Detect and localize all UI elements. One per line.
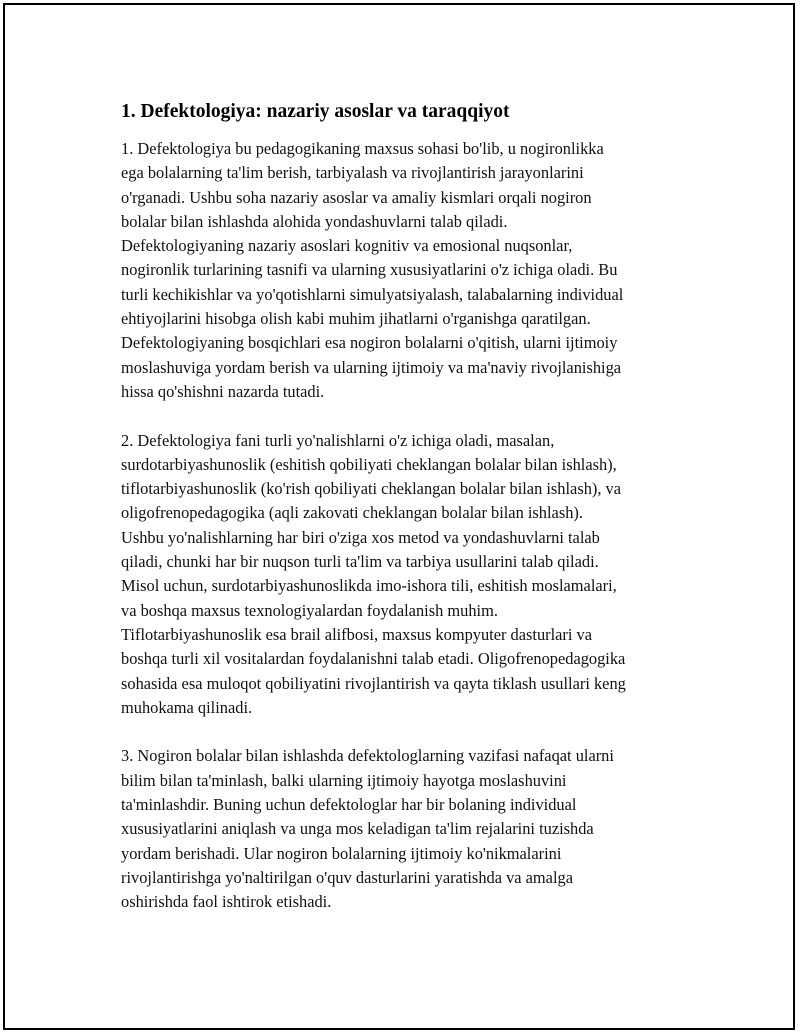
paragraph-3: 3. Nogiron bolalar bilan ishlashda defektologlarning vazifasi nafaqat ularni bilim bilan ta'minlash, balki ularning ijtimoiy hayotga moslashuvini ta'minlashdir. Buning uchun defektologlar har bir bolaning individual xususiyatlarini aniqlash va unga mos keladigan ta'lim rejalarini tuzishda yordam berishadi. Ular nogiron bolalarning ijtimoiy ko'nikmalarini rivojlantirishga yo'naltirilgan o'quv dasturlarini yaratishda va amalga oshirishda faol ishtirok etishadi.: [121, 746, 614, 912]
paragraph-1: 1. Defektologiya bu pedagogikaning maxsus sohasi bo'lib, u nogironlikka ega bolalarning ta'lim berish, tarbiyalash va rivojlantirish jarayonlarini o'rganadi. Ushbu soha nazariy asoslar va amaliy kismlari orqali nogiron bolalar bilan ishlashda alohida yondashuvlarni talab qiladi. Defektologiyaning nazariy asoslari kognitiv va emosional nuqsonlar, nogironlik turlarining tasnifi va ularning xususiyatlarini o'z ichiga oladi. Bu turli kechikishlar va yo'qotishlarni simulyatsiyalash, talabalarning individual ehtiyojlarini hisobga olish kabi muhim jihatlarni o'rganishga qaratilgan. Defektologiyaning bosqichlari esa nogiron bolalarni o'qitish, ularni ijtimoiy moslashuviga yordam berish va ularning ijtimoiy va ma'naviy rivojlanishiga hissa qo'shishni nazarda tutadi.: [121, 139, 624, 401]
document-body: [121, 99, 701, 939]
paragraph-2: 2. Defektologiya fani turli yo'nalishlarni o'z ichiga oladi, masalan, surdotarbiyashunoslik (eshitish qobiliyati cheklangan bolalar bilan ishlash), tiflotarbiyashunoslik (ko'rish qobiliyati cheklangan bolalar bilan ishlash), va oligofrenopedagogika (aqli zakovati cheklangan bolalar bilan ishlash). Ushbu yo'nalishlarning har biri o'ziga xos metod va yondashuvlarni talab qiladi, chunki har bir nuqson turli ta'lim va tarbiya usullarini talab qiladi. Misol uchun, surdotarbiyashunoslikda imo-ishora tili, eshitish moslamalari, va boshqa maxsus texnologiyalardan foydalanish muhim. Tiflotarbiyashunoslik esa brail alifbosi, maxsus kompyuter dasturlari va boshqa turli xil vositalardan foydalanishni talab etadi. Oligofrenopedagogika sohasida esa muloqot qobiliyatini rivojlantirish va qayta tiklash usullari keng muhokama qilinadi.: [121, 430, 626, 717]
document-title: 1. Defektologiya: nazariy asoslar va taraqqiyot: [121, 101, 510, 122]
page-frame: [3, 3, 795, 1030]
